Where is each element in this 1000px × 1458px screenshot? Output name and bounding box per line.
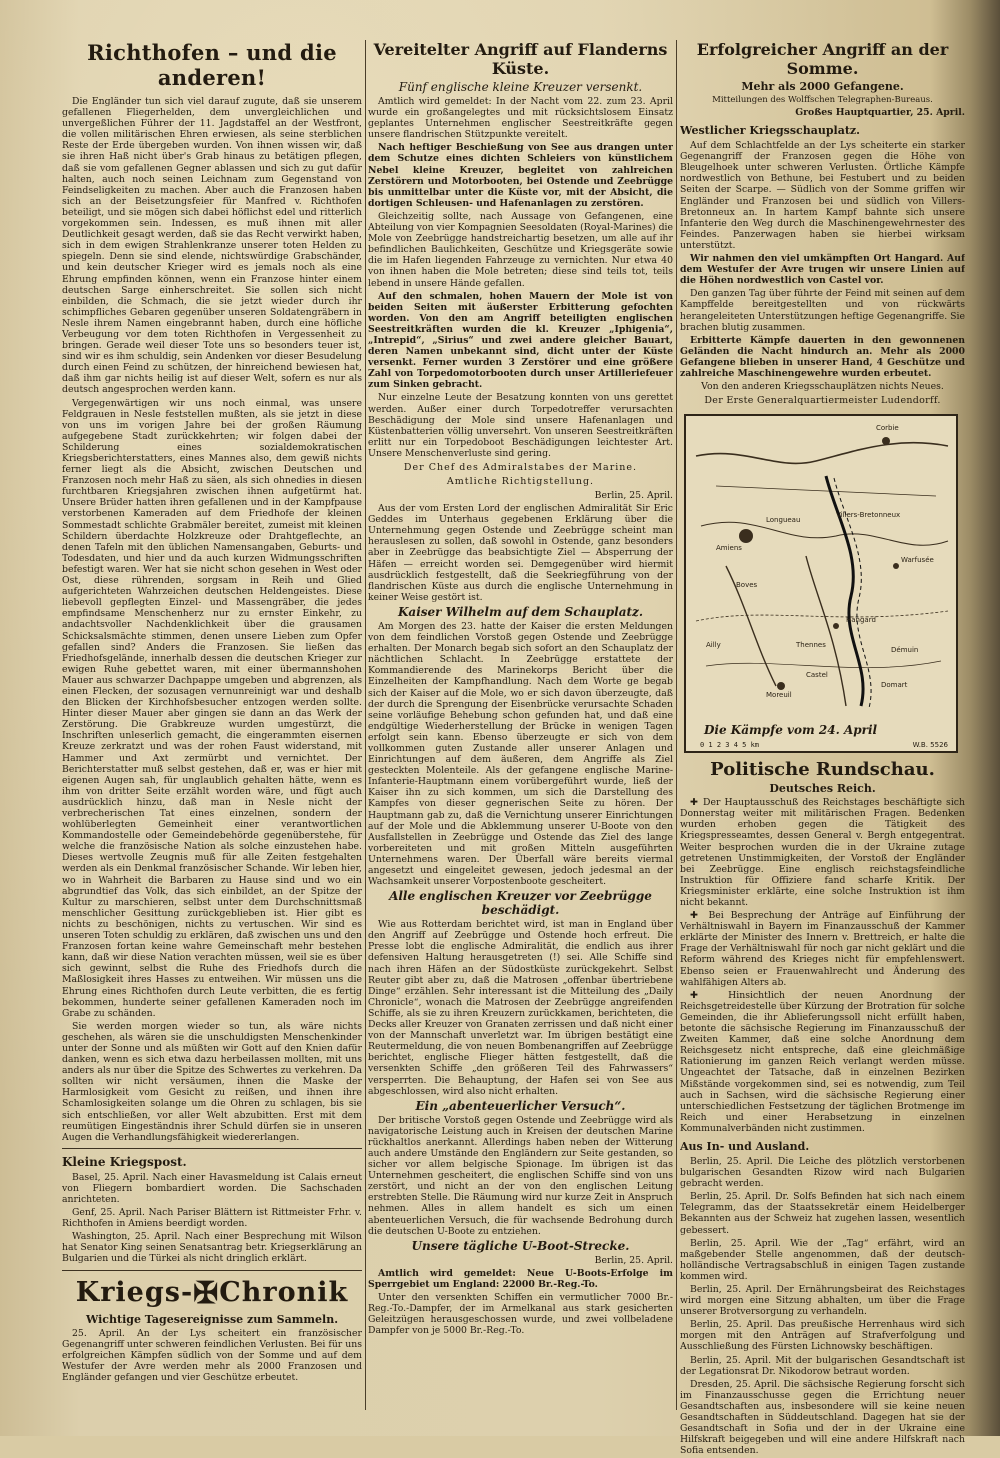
news-item: Washington, 25. April. Nach einer Besprechung mit Wilson hat Senator King seinen Senatsantrag betr. Kriegserklärung an Bulgarien und die Türkei als nicht dringlich erklärt. xyxy=(62,1231,362,1265)
column-middle xyxy=(368,40,673,1338)
article-paragraph: Am Morgen des 23. hatte der Kaiser die ersten Meldungen von dem feindlichen Vorstoß gegen Ostende und Zeebrügge erhalten. Der Monarch begab sich sofort an den Schauplatz der nächtlichen Schlacht. In Zeebrügge erstattete der Kommandierende des Marinekorps Bericht über die Einzelheiten der Kampfhandlung. Nach dem Worte ge begab sich der Kaiser auf die Mole, wo er sich davon überzeugte, daß der durch die Sprengung der Eisenbrücke verursachte Schaden seine vorläufige Behebung schon gefunden hat, und daß eine endgültige Wiederherstellung der Brücke in wenigen Tagen erfolgt sein kann. Ebenso überzeugte er sich von dem vollkommen guten Zustande aller unserer Anlagen und Einrichtungen auf dem äußeren, dem Angriffe als Ziel gesteckten Molenteile. Als der gefangene englische Marine-Infanterie-Hauptmann einem vorübergeführt wurde, ließ der Kaiser ihn zu sich kommen, um sich die Darstellung des Kampfes von dieser gegnerischen Seite zu hören. Der Hauptmann gab zu, daß die Vernichtung unserer Einrichtungen auf der Mole und die Abklemmung unserer U-Boote von den Ausfallstellen in Zeebrügge und Ostende das Ziel des lange vorbereiteten und mit großen Mitteln ausgeführten Unternehmens waren. Der Überfall wäre bereits viermal angesetzt und eingeleitet gewesen, jedoch jedesmal an der Wachsamkeit unserer Vorpostenboote gescheitert. xyxy=(368,620,673,888)
section-title-reich: Deutsches Reich. xyxy=(769,782,876,796)
iron-cross-icon: ✠ xyxy=(193,1275,220,1311)
chronik-entry: 25. April. An der Lys scheitert ein französischer Gegenangriff unter schweren feindlichen Verlusten. Bei für uns erfolgreichen Kämpfen südlich von der Somme und auf dem Westufer der Avre werden mehr als 2000 Franzosen und Engländer gefangen und vier Geschütze erbeutet. xyxy=(62,1327,362,1383)
column-rule xyxy=(365,40,366,1410)
article-paragraph: Den ganzen Tag über führte der Feind mit seinen auf dem Kampffelde bereitgestellten und von rückwärts herangeleiteten Unterstützungen heftige Gegenangriffe. Sie brachen blutig zusammen. xyxy=(680,288,965,333)
article-title-somme: Erfolgreicher Angriff an der Somme. xyxy=(696,40,949,78)
news-item: Berlin, 25. April. Mit der bulgarischen Gesandtschaft ist der Legationsrat Dr. Nikodorow betraut worden. xyxy=(680,1354,965,1377)
article-paragraph: Die Engländer tun sich viel darauf zugute, daß sie unserem gefallenen Fliegerhelden, dem unvergleichlichen und unvergeßlichen Führer der 11. Jagdstaffel an der Westfront, die vollen militärischen Ehren erwiesen, als seine sterblichen Reste der Erde übergeben wurden. Von ihnen wissen wir, daß sie ihren Haß nicht über's Grab hinaus zu betätigen pflegen, daß sie vom gefallenen Gegner ablassen und sich zu gut dafür halten, auch noch seinen Leichnam zum Gegenstand von Feindseligkeiten zu machen. Aber auch die Franzosen haben sich an der Beisetzungsfeier für Manfred v. Richthofen beteiligt, und sie mögen sich dabei höflichst edel und ritterlich vorgekommen sein. Indessen, es muß ihnen mit aller Deutlichkeit gesagt werden, daß sie das Recht verwirkt haben, sich in dem ewigen Strahlenkranze unserer toten Helden zu spiegeln. Denn sie sind elende, nichtswürdige Grabschänder, und kein deutscher Krieger wird es jemals noch als eine Ehrung empfinden können, wenn ein Franzose hinter einem deutschen Sarge einherschreitet. Sie sollen sich nicht einbilden, die Schmach, die sie jetzt wieder durch ihr schimpfliches Gebaren gegenüber unseren Soldatengräbern in Nesle ihrem Namen eingebrannt haben, durch eine höfliche Verbeugung vor dem toten Richthofen in Vergessenheit zu bringen. Gerade weil dieser Tote uns so besonders teuer ist, sind wir es ihm schuldig, sein Andenken vor dieser Besudelung durch einen Feind zu schützen, der hinreichend bewiesen hat, daß ihm gar nichts heilig ist auf dieser Welt, sofern es nur als deutsch angesprochen werden kann. xyxy=(62,96,362,396)
map-label: Villers-Bretonneux xyxy=(836,511,901,520)
article-paragraph: Nach heftiger Beschießung von See aus drangen unter dem Schutze eines dichten Schleiers von künstlichem Nebel kleine Kreuzer, begleitet von zahlreichen Zerstörern und Motorbooten, bei Ostende und Zeebrügge bis unmittelbar unter die Küste vor, mit der Absicht, die dortigen Schleusen- und Hafenanlagen zu zerstören. xyxy=(368,142,673,209)
column-right xyxy=(680,40,965,1458)
article-subtitle: Fünf englische kleine Kreuzer versenkt. xyxy=(398,80,643,94)
article-paragraph: Nur einzelne Leute der Besatzung konnten von uns gerettet werden. Außer einer durch Torpedotreffer verursachten Beschädigung der Mole sind unsere Hafenanlagen und Küstenbatterien völlig unversehrt. Von unseren Seestreitkräften erlitt nur ein Torpedoboot Beschädigungen leichtester Art. Unsere Menschenverluste sind gering. xyxy=(368,392,673,459)
article-paragraph: Sie werden morgen wieder so tun, als wäre nichts geschehen, als wären sie die unschuldigsten Menschenkinder unter der Sonne und als müßten wir Gott auf den Knien dafür danken, wenn es sich etwa dazu herbeilassen mollten, mit uns anders als nur über die Spitze des Schwertes zu verkehren. Da sollten wir nicht versäumen, ihnen die Maske der Harmlosigkeit vom Gesicht zu reißen, und ihnen ihre Schamlosigkeiten solange um die Ohren zu schlagen, bis sie sich entschließen, vor aller Welt abzubitten. Erst mit dem reumütigen Eingeständnis ihrer Schuld dürfen sie in unseren Augen die Verhandlungsfähigkeit wiedererlangen. xyxy=(62,1020,362,1143)
section-title-rundschau: Politische Rundschau. xyxy=(710,759,935,781)
column-rule xyxy=(676,40,677,1410)
news-item: Berlin, 25. April. Die Leiche des plötzlich verstorbenen bulgarischen Gesandten Rizow wird nach Bulgarien gebracht werden. xyxy=(680,1155,965,1190)
news-item: Genf, 25. April. Nach Pariser Blättern ist Rittmeister Frhr. v. Richthofen in Amiens beerdigt worden. xyxy=(62,1207,362,1230)
battle-map xyxy=(684,414,958,753)
map-label: Corbie xyxy=(876,424,899,433)
article-paragraph: Auf den schmalen, hohen Mauern der Mole ist von beiden Seiten mit äußerster Erbitterung gefochten worden. Von den am Angriff beteiligten englischen Seestreitkräften wurden die kl. Kreuzer „Iphigenia“, „Intrepid“, „Sirius“ und zwei andere gleicher Bauart, deren Namen unbekannt sind, dicht unter der Küste versenkt. Ferner wurden 3 Zerstörer und eine größere Zahl von Torpedomotorbooten durch unser Artilleriefeuer zum Sinken gebracht. xyxy=(368,290,673,391)
section-title-west: Westlicher Kriegsschauplatz. xyxy=(680,124,860,138)
map-label: Castel xyxy=(806,671,828,680)
map-drawing xyxy=(686,416,956,751)
article-paragraph: Unter den versenkten Schiffen ein vermutlicher 7000 Br.-Reg.-To.-Dampfer, der im Armelkanal aus stark gesicherten Geleitzügen herausgeschossen wurde, und zwei vollbeladene Dampfer von je 5000 Br.-Reg.-To. xyxy=(368,1292,673,1337)
chronik-left-word: Kriegs- xyxy=(75,1276,194,1308)
article-title-flandern: Vereitelter Angriff auf Flanderns Küste. xyxy=(373,40,668,78)
map-label: Moreuil xyxy=(766,691,792,700)
article-subtitle: Mehr als 2000 Gefangene. xyxy=(741,80,904,93)
dateline: Berlin, 25. April. xyxy=(594,490,673,501)
section-richtigstellung: Amtliche Richtigstellung. xyxy=(446,476,595,487)
map-label: Warfusée xyxy=(901,556,934,565)
article-paragraph: Vergegenwärtigen wir uns noch einmal, was unsere Feldgrauen in Nesle feststellen mußten, als sie jetzt in diese von uns im vorigen Jahre bei der großen Räumung aufgegebene Stadt zurückkehrten; wir folgen dabei der Schilderung eines sozialdemokratischen Kriegsberichterstatters, eines Mannes also, dem gewiß nichts ferner liegt als die Absicht, zwischen Deutschen und Franzosen noch mehr Haß zu säen, als sich ohnedies in diesen furchtbaren Kriegsjahren zwischen ihnen aufgetürmt hat. Unsere Brüder hatten ihren gefallenen und in der Kampfpause verstorbenen Kameraden auf dem Friedhofe der kleinen Sommestadt schlichte Grabmäler bereitet, zumeist mit kleinen Schildern überdachte Holzkreuze oder Drahtgeflechte, an denen Tafeln mit den üblichen Namensangaben, Geburts- und Todesdaten, und hier und da auch kurzen Widmungsschriften befestigt waren. Wer hat sie nicht schon gesehen in West oder Ost, diese rührenden, sorgsam in Reih und Glied aufgerichteten Wahrzeichen deutschen Heldengeistes. Diese liebevoll gepflegten Einzel- und Massengräber, die jedes empfindsame Menschenherz nur zu ernster Einkehr, zu andachtsvoller Nachdenklichkeit über die grausamen Schicksalsmächte stimmen, denen unsere Lieben zum Opfer gefallen sind? Anders die Franzosen. Sie ließen das Friedhofsgelände, innerhalb dessen die deutschen Krieger zur ewigen Ruhe gebettet waren, mit einer übermannshohen Mauer aus schwarzer Dachpappe umgeben und abgrenzen, als einen Flecken, der sozusagen vernunreinigt war und deshalb den Blicken der Kirchhofsbesucher entzogen werden sollte. Hinter dieser Mauer aber gingen sie dann an das Werk der Zerstörung. Die Grabkreuze wurden umgestürzt, die Inschriften unleserlich gemacht, die eingerammten eisernen Kreuze zerkratzt und was der rohen Faust widerstand, mit Hammer und Axt zermürbt und vernichtet. Der Berichterstatter muß selbst gestehen, daß er, was er hier mit eigenen Augen sah, für unglaublich gehalten hätte, wenn es ihm von dritter Seite erzählt worden wäre, und fügt auch ausdrücklich hinzu, daß man in Nesle nicht der verbrecherischen Tat eines einzelnen, sondern der wohlüberlegten Gemeinheit einer verantwortlichen Kommandostelle oder Gemeindebehörde gegenüberstehe, für welche die französische Nation als solche einzustehen habe. Dieses wertvolle Zeugnis muß für alle Zeiten festgehalten werden als ein Denkmal französischer Schande. Wir leben hier, wo in Wahrheit die Barbaren zu Hause sind und wo ein abgrundtief das Volk, das sich einbildet, an der Spitze der Kultur zu marschieren, selbst unter dem Durchschnittsmaß menschlicher Gesittung zurückgeblieben ist. Hier gibt es nichts zu beschönigen, nichts zu vertuschen. Wir sind es unseren Toten schuldig zu erklären, daß zwischen uns und den Franzosen fortan keine wahre Gemeinschaft mehr bestehen kann, daß wir diese Nation verachten müssen, weil sie es über sich gewinnt, selbst die Ruhe des Friedhofs durch die Maßlosigkeit ihres Hasses zu entweihen. Wir müssen uns die Ehrung eines Richthofen durch Leute verbitten, die es fertig bekommen, hunderte seiner gefallenen Kameraden noch im Grabe zu schänden. xyxy=(62,397,362,1019)
dateline: Berlin, 25. April. xyxy=(594,1254,673,1266)
section-title-versuch: Ein „abenteuerlicher Versuch“. xyxy=(415,1098,626,1113)
news-item: Dresden, 25. April. Die sächsische Regierung forscht sich im Finanzausschusse gegen die Errichtung neuer Gesandtschaften aus, insbesondere will sie keine neuen Gesandtschaften in Süddeutschland. Dagegen hat sie der Gesandtschaft in Sofia und der in der Ukraine eine Hilfskraft beigegeben und will eine andere Hilfskraft nach Sofia entsenden. xyxy=(680,1378,965,1457)
article-paragraph: Erbitterte Kämpfe dauerten in den gewonnenen Geländen die Nacht hindurch an. Mehr als 2000 Gefangene blieben in unserer Hand, 4 Geschütze und zahlreiche Maschinengewehre wurden erbeutet. xyxy=(680,334,965,379)
column-left xyxy=(62,40,362,1385)
signature-ludendorff: Der Erste Generalquartiermeister Ludendorff. xyxy=(704,395,941,407)
article-title-richthofen: Richthofen – und die anderen! xyxy=(87,40,337,90)
news-item: Basel, 25. April. Nach einer Havasmeldung ist Calais erneut von Fliegern bombardiert worden. Die Sachschaden anrichteten. xyxy=(62,1171,362,1205)
news-item: Berlin, 25. April. Wie der „Tag“ erfährt, wird an maßgebender Stelle angenommen, daß der deutsch-holländische Vertragsabschluß in einigen Tagen zustande kommen wird. xyxy=(680,1237,965,1282)
news-item: Berlin, 25. April. Dr. Solfs Befinden hat sich nach einem Telegramm, das der Staatssekretär einem Heidelberger Bekannten aus der Schweiz hat zugehen lassen, wesentlich gebessert. xyxy=(680,1191,965,1236)
divider xyxy=(62,1270,362,1271)
section-title-kaiser: Kaiser Wilhelm auf dem Schauplatz. xyxy=(397,604,644,619)
kleine-kriegspost-title: Kleine Kriegspost. xyxy=(62,1154,187,1169)
article-paragraph: Der britische Vorstoß gegen Ostende und Zeebrügge wird als navigatorische Leistung auch in Kreisen der deutschen Marine rückhaltlos anerkannt. Allerdings haben neben der Witterung auch andere Umstände den Engländern zur Seite gestanden, so sicher vor allem belgische Spionage. Im übrigen ist das Unternehmen gescheitert, die englischen Schiffe sind von uns zerstört, und nicht an der von den englischen Leitung erstrebten Stelle. Die Räumung wird nur kurze Zeit in Anspruch nehmen. Alles in allem handelt es sich um einen abenteuerlichen Versuch, die für wachsende Bedrohung durch die deutschen U-Boote zu entziehen. xyxy=(368,1114,673,1237)
section-title-kreuzer: Alle englischen Kreuzer vor Zeebrügge beschädigt. xyxy=(389,889,652,918)
article-paragraph: Gleichzeitig sollte, nach Aussage von Gefangenen, eine Abteilung von vier Kompagnien Seesoldaten (Royal-Marines) die Mole von Zeebrügge handstreichartig besetzen, um alle auf ihr befindlichen Baulichkeiten, Geschütze und Kriegsgeräte sowie die im Hafen liegenden Fahrzeuge zu vernichten. Nur etwa 40 von ihnen haben die Mole betreten; diese sind teils tot, teils lebend in unsere Hände gefallen. xyxy=(368,210,673,289)
signature-admiralstab: Der Chef des Admiralstabes der Marine. xyxy=(403,462,638,473)
map-label: Ailly xyxy=(706,641,721,650)
map-reference: W.B. 5526 xyxy=(912,741,948,750)
section-title-uboot: Unsere tägliche U-Boot-Strecke. xyxy=(411,1238,630,1253)
article-paragraph: ✚ Der Hauptausschuß des Reichstages beschäftigte sich Donnerstag weiter mit militärischen Fragen. Bedenken wurden erhoben gegen die Tätigkeit des Kriegspresseamtes, dessen General v. Bergh entgegentrat. Weiter besprochen wurden die in der Ukraine zutage getretenen Unstimmigkeiten, der Vorstoß der Engländer bei Zeebrügge. Eine englisch reichstagsfeindliche Instruktion für Offiziere fand scharfe Kritik. Der Kriegsminister erklärte, eine solche Instruktion ist ihm nicht bekannt. xyxy=(680,797,965,908)
chronik-right-word: Chronik xyxy=(219,1276,349,1308)
article-paragraph: ✚ Bei Besprechung der Anträge auf Einführung der Verhältniswahl in Bayern im Finanzausschuß der Kammer erklärte der Minister des Innern v. Brettreich, er halte die Frage der Verhältniswahl für noch gar nicht geklärt und die Reform während des Krieges nicht für empfehlenswert. Ebenso seien er Frauenwahlrecht und Änderung des wahlfähigen Alters ab. xyxy=(680,910,965,988)
kriegs-chronik-masthead xyxy=(62,1276,362,1311)
article-paragraph: Amtlich wird gemeldet: Neue U-Boots-Erfolge im Sperrgebiet um England: 22000 Br.-Reg.-To. xyxy=(368,1267,673,1290)
article-paragraph: Aus der vom Ersten Lord der englischen Admiralität Sir Eric Geddes im Unterhaus gegebenen Erklärung über die Unternehmung gegen Ostende und Zeebrügge scheint man herauslesen zu sollen, daß sowohl in Ostende, ganz besonders aber in Zeebrügge das beabsichtigte Ziel — Absperrung der Häfen — erreicht worden sei. Demgegenüber wird hiermit ausdrücklich festgestellt, daß die Seekriegführung von der flandrischen Küste aus durch die englische Unternehmung in keiner Weise gestört ist. xyxy=(368,503,673,603)
article-paragraph: Amtlich wird gemeldet: In der Nacht vom 22. zum 23. April wurde ein großangelegtes und mit rücksichtslosem Einsatz geplantes Unternehmen englischer Seestreitkräfte gegen unsere flandrischen Stützpunkte vereitelt. xyxy=(368,96,673,141)
article-paragraph: ✚ Hinsichtlich der neuen Anordnung der Reichsgetreidestelle über Kürzung der Brotration für solche Gemeinden, die ihr Ablieferungssoll nicht erfüllt haben, betonte die sächsische Regierung im Finanzausschuß der Zweiten Kammer, daß eine solche Anordnung dem Reichsgesetz nicht entspreche, daß eine gleichmäßige Rationierung im ganzen Reich verlangt werden müsse. Ungeachtet der Tatsache, daß in einzelnen Bezirken Mißstände vorgekommen sind, sei es notwendig, zum Teil auch in Sachsen, wird die sächsische Regierung einer unterschiedlichen Festsetzung der täglichen Brotmenge im Reich und einer Herabsetzung in einzelnen Kommunalverbänden nicht zustimmen. xyxy=(680,989,965,1134)
article-paragraph: Von den anderen Kriegsschauplätzen nichts Neues. xyxy=(701,381,944,393)
map-label: Démuin xyxy=(891,646,919,655)
article-paragraph: Wir nahmen den viel umkämpften Ort Hangard. Auf dem Westufer der Avre trugen wir unsere Linien auf die Höhen nordwestlich von Castel vor. xyxy=(680,253,965,287)
article-paragraph: Wie aus Rotterdam berichtet wird, ist man in England über den Angriff auf Zeebrügge und Ostende hoch erfreut. Die Presse lobt die englische Admiralität, die endlich aus ihrer defensiven Haltung herausgetreten (!) sei. Alle Schiffe sind nach ihren Häfen an der Südostküste zurückgekehrt. Selbst Reuter gibt aber zu, daß die Matrosen „offenbar übertriebene Dinge“ erzählen. Sehr interessant ist die Mitteilung des „Daily Chronicle“, wonach die Matrosen der Zeebrügge angreifenden Schiffe, als sie zu ihren Kreuzern zurückkamen, berichteten, die Decks aller Kreuzer von Granaten zerrissen und daß nicht einer von der Mannschaft unverletzt war. Im übrigen bestätigt eine Reutermeldung, die von neuen Bombenangriffen auf Zeebrügge berichtet, englische Flieger hätten festgestellt, daß die versenkten Schiffe „den größeren Teil des Fahrwassers“ versperrten. Die Behauptung, der Hafen sei von See aus abgeschlossen, wird also nicht erhalten. xyxy=(368,919,673,1097)
chronik-subtitle: Wichtige Tagesereignisse zum Sammeln. xyxy=(85,1312,339,1326)
map-scale: 0 1 2 3 4 5 km xyxy=(700,741,760,750)
map-label: Amiens xyxy=(716,544,742,553)
map-label: Boves xyxy=(736,581,758,590)
section-title-ausland: Aus In- und Ausland. xyxy=(680,1139,810,1153)
map-label: Thennes xyxy=(796,641,826,650)
map-label: Domart xyxy=(881,681,908,690)
map-label: Hangard xyxy=(846,616,876,625)
dateline: Großes Hauptquartier, 25. April. xyxy=(795,107,965,118)
news-item: Berlin, 25. April. Der Ernährungsbeirat des Reichstages wird morgen eine Sitzung abhalten, um über die Frage unserer Brotversorgung zu verhandeln. xyxy=(680,1284,965,1318)
news-item: Berlin, 25. April. Das preußische Herrenhaus wird sich morgen mit den Anträgen auf Strafverfolgung und Ausschließung des Fürsten Lichnowsky beschäftigen. xyxy=(680,1319,965,1353)
map-label: Longueau xyxy=(766,516,801,525)
source-line: Mitteilungen des Wolffschen Telegraphen-Bureaus. xyxy=(712,95,933,105)
article-paragraph: Auf dem Schlachtfelde an der Lys scheiterte ein starker Gegenangriff der Franzosen gegen die Höhe von Bleugelhoek unter schweren Verlusten. Örtliche Kämpfe nordwestlich von Bethune, bei Festubert und zu beiden Seiten der Scarpe. — Südlich von der Somme griffen wir Engländer und Franzosen bei und südlich von Villers-Bretonneux an. In hartem Kampf bahnte sich unsere Infanterie den Weg durch die Maschinengewehrnester des Feindes. Panzerwagen haben sie hierbei wirksam unterstützt. xyxy=(680,140,965,251)
divider xyxy=(62,1148,362,1149)
map-caption: Die Kämpfe vom 24. April xyxy=(704,723,878,738)
